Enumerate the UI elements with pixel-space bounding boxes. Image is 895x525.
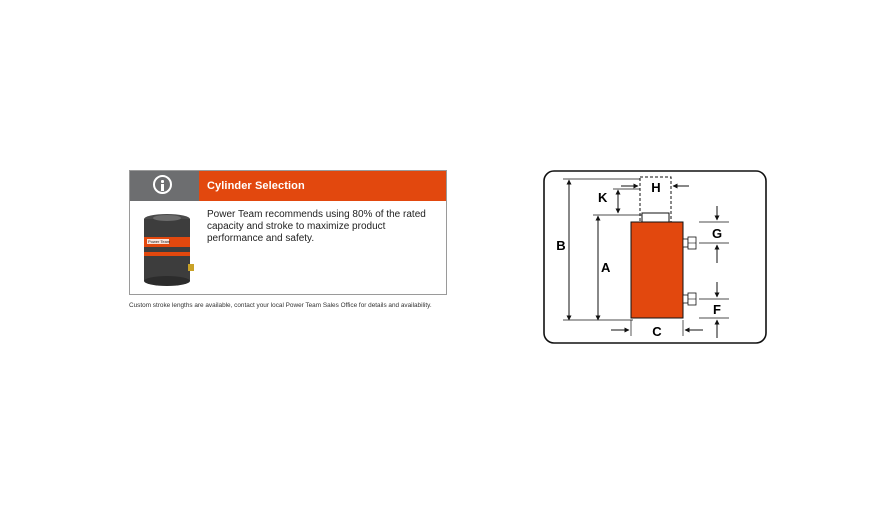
dim-label-f: F bbox=[713, 302, 721, 317]
plunger bbox=[642, 213, 669, 222]
dim-label-h: H bbox=[651, 180, 661, 195]
callout-title-bar bbox=[199, 171, 446, 201]
hydraulic-cylinder-image bbox=[133, 209, 199, 293]
cylinder-selection-callout bbox=[129, 170, 447, 295]
footnote-text: Custom stroke lengths are available, contact your local Power Team Sales Office for details and availability. bbox=[129, 302, 432, 309]
dim-label-k: K bbox=[598, 190, 608, 205]
dim-label-g: G bbox=[711, 226, 723, 241]
callout-title: Cylinder Selection bbox=[207, 180, 305, 192]
info-icon bbox=[153, 175, 172, 194]
dim-label-c: C bbox=[652, 324, 662, 339]
cylinder-dimension-diagram bbox=[541, 168, 769, 346]
top-coupler bbox=[683, 239, 688, 247]
callout-body: Power Team recommends using 80% of the rated capacity and stroke to maximize product performance and safety. bbox=[207, 209, 426, 244]
product-brand-text: Power Team bbox=[148, 239, 171, 244]
dim-label-b: B bbox=[556, 238, 566, 253]
callout-icon-cell bbox=[130, 171, 199, 201]
bottom-coupler bbox=[683, 295, 688, 303]
dim-label-a: A bbox=[601, 260, 611, 275]
cylinder-body bbox=[631, 222, 683, 318]
callout-header bbox=[130, 171, 446, 201]
